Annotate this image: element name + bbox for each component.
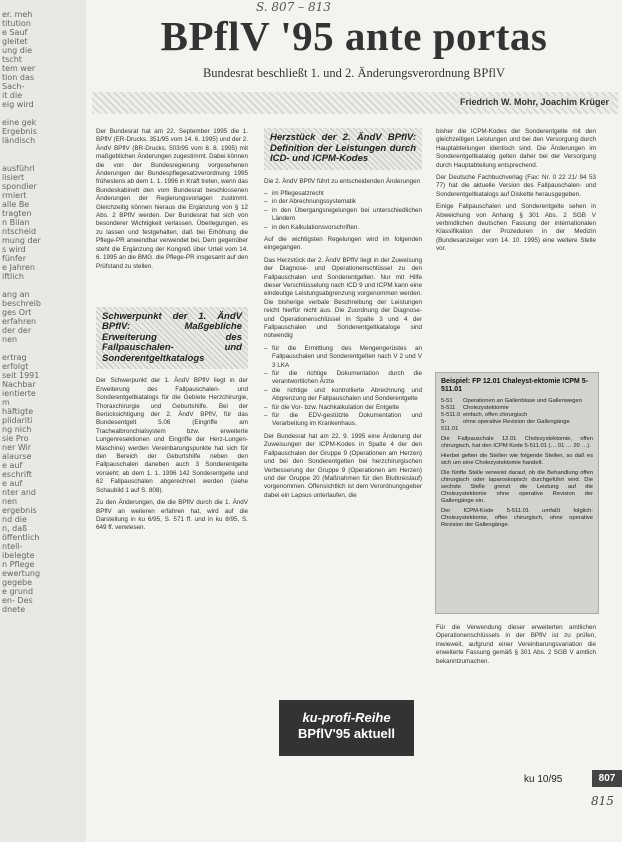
code-value: 5-51: [441, 397, 453, 404]
article-page: [86, 0, 622, 842]
sidebar-para: Hierbei gelten die Stellen wie folgende Stellen, so daß es sich um eine Cholezystektomie handelt.: [441, 452, 593, 466]
code-row: [436, 412, 598, 419]
list-item: – für die EDV-gestützte Dokumentation und Verarbeitung im Krankenhaus.: [264, 412, 422, 429]
promo-line-1: ku-profi-Reihe: [302, 710, 391, 725]
page-number: 807: [592, 770, 622, 787]
column-3: [436, 128, 596, 258]
page-title: BPflV '95 ante portas: [160, 13, 548, 59]
page-subtitle: Bundesrat beschließt 1. und 2. Änderungsverordnung BPflV: [202, 66, 506, 80]
code-value: 5-511.01: [441, 418, 459, 432]
col2-intro: Die 2. ÄndV BPflV führt zu entscheidenden Änderungen: [264, 177, 421, 185]
col1-box-heading: Schwerpunkt der 1. ÄndV BPflV: Maßgebliche Erweiterung des Fallpauschalen- und Sonderentgeltkatalogs: [96, 307, 248, 370]
code-value: 5-511.0: [441, 411, 461, 418]
col1-para3: Zu den Änderungen, die die BPflV durch die 1. ÄndV BPflV an weiteren erfahren hat, wird auf die Darstellung in ku 6/95, S. 571 ff. und in ku 8/95, S. 649 ff. verwiesen.: [96, 499, 248, 532]
handwritten-page-range: S. 807 – 813: [256, 0, 331, 14]
code-row: [436, 398, 598, 405]
list-item: – die richtige und kontrollierte Abrechnung und Abgrenzung der Fallpauschalen und Sonderentgelte: [264, 387, 422, 404]
code-description: Operationen an Gallenblase und Gallenwegen: [463, 397, 582, 404]
sidebar-title: Beispiel: FP 12.01 Chaleyst-ektomie ICPM 5-511.01: [441, 378, 588, 394]
col3-after-box: Für die Verwendung dieser erweiterten amtlichen Operationenschlüssels in der BPflV ist zu prüfen, inwieweit, aufgrund einer Vereinbarungsvariation die erweiterte Fassung gemäß § 301 Abs. 2 SGB V amtlich bekanntzumachen.: [436, 624, 596, 665]
column-1: [96, 128, 248, 537]
list-item: – für die Ermittlung des Mengengerüstes an Fallpauschalen und Sonderentgelten nach V 2 und V 3 LKA: [264, 345, 422, 370]
author-band: [92, 92, 618, 114]
code-row: [436, 405, 598, 412]
sidebar-para: Die Fallpauschale 12.01 Cholezystektomie, offen chirurgisch, hat den ICPM Kode 5-511.01 (… 01 … 20 …).: [441, 435, 593, 449]
col1-para2: Der Schwerpunkt der 1. ÄndV BPflV liegt in der Erweiterung des Fallpauschalen- und Sonderentgeltkatalogs für die Gebiete Herzchirurgie, Thoraxchirurgie und Geburtshilfe. Bei der Berücksichtigung der 2. ÄndV BPflV, für das Bundesentgelt 5.06 (Eingriffe am Trachealbronchialsystem bzw. erweiterte Lungenresektionen und Eingriffe der Herz-Lungen-Maschine) werden Vereinbarungspunkte hat sich für den Bereich der Geburtshilfe neben den Fallpauschalen daneben auch 3 Sonderentgelte vorsieht; ab dem 1. 1. 1996 142 Sonderentgelte und 62 Fallpauschalen abgerechnet werden (siehe Schaubild 1 auf S. 808).: [96, 377, 248, 494]
issue-label: ku 10/95: [524, 774, 563, 785]
scanned-left-margin: er. meh titution e Sauf gleitet ung die tscht tem wer tion das Sach- it die eig wird eine gek Ergebnis ländisch ausführl lisiert spondier rmiert alle Be tragten n Bilan ntscheid mung der s wird fünfer e Jahren iftlich ang an beschreib ges Ort erfahren der der nen ertrag erfolgt seit 1991 Nachbar ientierte m häftigte plidariti ng nich sie Pro ner Wir alaurse e auf eschrift e auf nter and nen ergebnis nd die n, daß öffentlich ntell- ibelegte n Pflege ewertung gegebe e grund en- Des dnete: [0, 0, 86, 842]
col3-para2: Der Deutsche Fachbuchverlag (Fax: Nr. 0 22 21/ 94 53 77) hat die aktuelle Version des Fallpauschalen- und Sonderentgeltkatalogs auf Diskette herausgegeben.: [436, 174, 596, 198]
list-item: – im Pflegesatzrecht: [264, 190, 422, 198]
handwritten-page-number: 815: [591, 794, 614, 808]
promo-banner[interactable]: [279, 700, 414, 756]
col2-para2: Auf die wichtigsten Regelungen wird im folgenden eingegangen.: [264, 235, 422, 252]
list-item: – in den Kalkulationsvorschriften.: [264, 224, 422, 232]
code-row: [436, 419, 598, 433]
author-line: Friedrich W. Mohr, Joachim Krüger: [457, 96, 612, 108]
col2-list1: [264, 190, 422, 232]
code-description: ohne operative Revision der Gallengänge: [463, 418, 570, 425]
list-item: – in der Abrechnungssystematik: [264, 198, 422, 206]
list-item: – für die richtige Dokumentation durch die verantwortlichen Ärzte: [264, 370, 422, 387]
code-value: 5-511: [441, 404, 456, 411]
col3-para3: Einige Fallpauschalen und Sonderentgelte sehen in Abweichung von Anhang § 301 Abs. 2 SGB V verbindlichen deutschen Fassung der internationalen Klassifikation der Prozeduren in der Medizin (Bundesanzeiger vom 14. 10. 1995) eine weitere Stelle vor.: [436, 203, 596, 253]
col2-box-heading: Herzstück der 2. ÄndV BPflV: Definition der Leistungen durch ICD- und ICPM-Kodes: [264, 128, 422, 170]
code-description: einfach, offen chirurgisch: [463, 411, 528, 418]
column-3-continued: [436, 624, 596, 670]
col2-list2: [264, 345, 422, 429]
col2-para4: Der Bundesrat hat am 22. 9. 1995 eine Änderung der Zuweisungen der ICPM-Kodes in Spalte 4 der den Fallpauschalen der Gruppe 9 (Operationen am Herzen) und bei den Sonderentgelten bei herzchirurgischen Verbesserung der Gruppe 9 (Operationen am Herzen) und der Gruppe 20 (Maßnahmen für den Blutkreislauf) vorgenommen. Offensichtlich ist dem Verordnungsgeber dabei ein Lapsus unterlaufen, die: [264, 432, 422, 499]
promo-line-2: BPflV'95 aktuell: [297, 726, 396, 741]
col2-para3: Das Herzstück der 2. ÄndV BPflV liegt in der Zuweisung der Diagnose- und Operationenschlüssel zu den Fallpauschalen und Sonderentgelten. Nur mit Hilfe dieser Verschlüsselung nach ICD 9 und ICPM kann eine eindeutige Leistungsabgrenzung vorgenommen werden. Die bisherige verbale Beschreibung der Leistungen reicht hierfür nicht aus. Die Zuordnung der Diagnose- und Operationenschlüssel in Spalte 3 und 4 der Fallpauschalen und Sonderentgeltkataloge sind notwendig: [264, 256, 422, 340]
sidebar-para: Die fünfte Stelle verweist darauf, ob die Behandlung offen chirurgisch oder laparoskopisch durchgeführt wird. Die sechste Stelle grenzt die Leistung auf die Cholezystektomie ohne operative Revision der Gallengänge ein.: [441, 469, 593, 504]
example-sidebar-box: [435, 372, 599, 614]
col1-intro: Der Bundesrat hat am 22. September 1995 die 1. BPflV (ER-Drucks. 351/95 vom 14. 6. 1995) und der 2. ÄndV BPflV (BR-Drucks. 503/95 vom 8. 8. 1995) mit maßgeblichen Änderungen zugestimmt. Dabei können die von der Bundesregierung vorgesehenen Änderungen der Bundespflegesatzverordnung 1995 frühestens ab dem 1. 1. 1996 in Kraft treten, wenn das Bundeskabinett den vom Bundesrat beschlossenen Änderungen der Regierungsvorlagen zustimmt. Gleichzeitig können hieraus die Ergänzung von § 12 Abs. 2 BPflV werden. Der Bundesrat hat sich von besonderer Wichtigkeit verlassen. Überlegungen, es zu lassen und festgehalten, daß bei Erhöhung die Pflege-PR anwendbar verwendet bei, Dem gegenüber steht die Ergänzung der Kongreß über Urteil vom 14. 6. 1995 an die BMG. die Pflege-PR insgesamt auf den Prüfstand zu stellen.: [96, 128, 248, 270]
code-description: Cholezystektomie: [463, 404, 509, 411]
sidebar-para: Der ICPM-Kode 5-511.01 umfaßt folglich: Cholezystektomie, offen chirurgisch, ohne operative Revision der Gallengänge.: [441, 507, 593, 528]
list-item: – in den Übergangsregelungen bei unterschiedlichen Ländern: [264, 207, 422, 224]
col3-para1: bisher die ICPM-Kodes der Sonderentgelte mit den gleichzeitigen Leistungen und bei den Versorgung durch Hauptabteilungen identisch sind. Die Änderungen im Sonderentgeltkatalog gelten daher bei der Versorgung durch Hauptabteilung entsprechend.: [436, 128, 596, 169]
list-item: – für die Vor- bzw. Nachkalkulation der Entgelte: [264, 404, 422, 412]
column-2: [264, 128, 422, 504]
